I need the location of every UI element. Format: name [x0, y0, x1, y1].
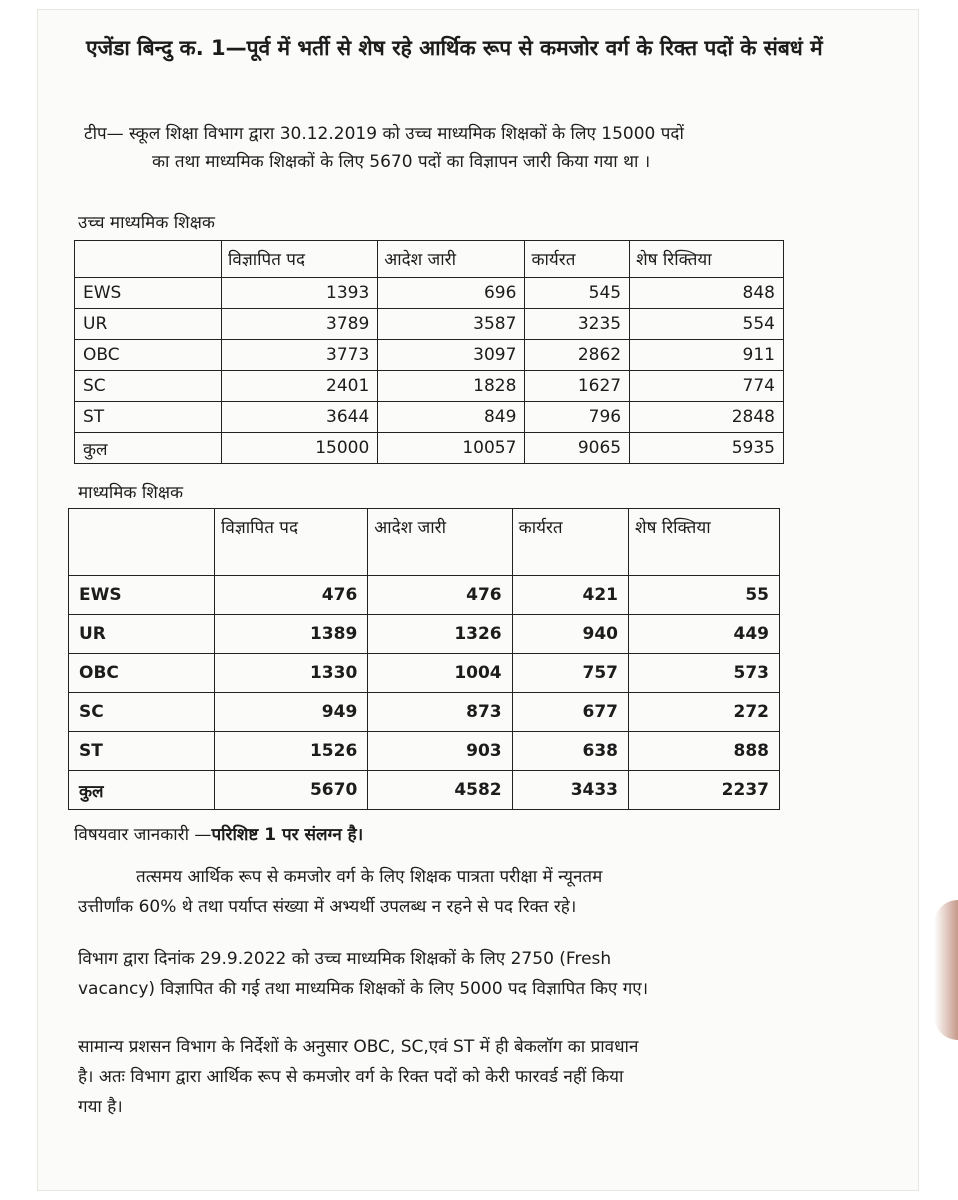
table-cell: 848: [630, 278, 784, 309]
category-cell: ST: [69, 732, 215, 771]
table-row: [75, 309, 784, 340]
table-cell: 949: [215, 693, 368, 732]
table-cell: 3433: [512, 771, 628, 810]
table-cell: 940: [512, 615, 628, 654]
paragraph-backlog: [78, 1032, 908, 1122]
table-row: [69, 693, 780, 732]
paragraph-fresh-vacancy: [78, 944, 908, 1004]
note-paragraph: [84, 120, 914, 176]
table-cell: 3789: [222, 309, 378, 340]
table-cell: 5935: [630, 433, 784, 464]
subject-info-prefix: विषयवार जानकारी —: [74, 825, 212, 845]
header-cell: कार्यरत: [512, 509, 628, 576]
paragraph-line: है। अतः विभाग द्वारा आर्थिक रूप से कमजोर वर्ग के रिक्त पदों को केरी फारवर्ड नहीं किया: [78, 1067, 624, 1087]
table-cell: 449: [629, 615, 780, 654]
finger-shadow: [934, 900, 958, 1040]
table-cell: 3773: [222, 340, 378, 371]
table-cell: 849: [378, 402, 525, 433]
table-cell: 545: [525, 278, 630, 309]
header-cell: [69, 509, 215, 576]
table-cell: 5670: [215, 771, 368, 810]
table-cell: 757: [512, 654, 628, 693]
table-cell: 1828: [378, 371, 525, 402]
table-cell: 15000: [222, 433, 378, 464]
header-cell: आदेश जारी: [378, 241, 525, 278]
category-cell: कुल: [69, 771, 215, 810]
table-total-row: [75, 433, 784, 464]
header-cell: विज्ञापित पद: [222, 241, 378, 278]
table-row: [69, 576, 780, 615]
table-row: [75, 278, 784, 309]
table-row: [75, 340, 784, 371]
table-cell: 873: [368, 693, 512, 732]
table-total-row: [69, 771, 780, 810]
category-cell: UR: [69, 615, 215, 654]
table-cell: 888: [629, 732, 780, 771]
subject-info-annex: परिशिष्ट 1 पर संलग्न है।: [211, 825, 364, 845]
table-row: [75, 371, 784, 402]
higher-secondary-table: [74, 240, 784, 464]
paragraph-line: तत्समय आर्थिक रूप से कमजोर वर्ग के लिए शिक्षक पात्रता परीक्षा में न्यूनतम: [136, 867, 603, 887]
table-cell: 3644: [222, 402, 378, 433]
header-cell: विज्ञापित पद: [215, 509, 368, 576]
table-cell: 796: [525, 402, 630, 433]
table-cell: 1389: [215, 615, 368, 654]
paragraph-line: उत्तीर्णांक 60% थे तथा पर्याप्त संख्या में अभ्यर्थी उपलब्ध न रहने से पद रिक्त रहे।: [78, 897, 577, 917]
category-cell: SC: [69, 693, 215, 732]
header-cell: शेष रिक्तिया: [629, 509, 780, 576]
paragraph-line: सामान्य प्रशसन विभाग के निर्देशों के अनुसार OBC, SC,एवं ST में ही बेकलॉग का प्रावधान: [78, 1037, 639, 1057]
note-line-1: टीप— स्कूल शिक्षा विभाग द्वारा 30.12.2019 को उच्च माध्यमिक शिक्षकों के लिए 15000 पदों: [84, 124, 684, 144]
table-row: [69, 615, 780, 654]
table-row: [75, 402, 784, 433]
category-cell: EWS: [69, 576, 215, 615]
table-cell: 903: [368, 732, 512, 771]
category-cell: UR: [75, 309, 222, 340]
table-cell: 3235: [525, 309, 630, 340]
table-header-row: [75, 241, 784, 278]
table-cell: 2401: [222, 371, 378, 402]
paragraph-line: गया है।: [78, 1097, 123, 1117]
table-cell: 476: [215, 576, 368, 615]
table-cell: 3587: [378, 309, 525, 340]
table-row: [69, 732, 780, 771]
table1-caption: उच्च माध्यमिक शिक्षक: [78, 213, 215, 233]
agenda-heading: एजेंडा बिन्दु क. 1—पूर्व में भर्ती से शेष रहे आर्थिक रूप से कमजोर वर्ग के रिक्त पदों के संबधं में: [86, 36, 823, 60]
note-line-2: का तथा माध्यमिक शिक्षकों के लिए 5670 पदों का विज्ञापन जारी किया गया था ।: [152, 152, 651, 172]
table-cell: 3097: [378, 340, 525, 371]
table-cell: 272: [629, 693, 780, 732]
table-cell: 1627: [525, 371, 630, 402]
header-cell: [75, 241, 222, 278]
table-cell: 55: [629, 576, 780, 615]
table-cell: 911: [630, 340, 784, 371]
table-cell: 421: [512, 576, 628, 615]
subject-info-line: [74, 822, 363, 845]
table-header-row: [69, 509, 780, 576]
table-cell: 1326: [368, 615, 512, 654]
category-cell: OBC: [75, 340, 222, 371]
table-cell: 554: [630, 309, 784, 340]
table-cell: 10057: [378, 433, 525, 464]
table-cell: 696: [378, 278, 525, 309]
table-cell: 2862: [525, 340, 630, 371]
table-cell: 476: [368, 576, 512, 615]
table2-caption: माध्यमिक शिक्षक: [78, 483, 184, 503]
category-cell: ST: [75, 402, 222, 433]
table-cell: 1330: [215, 654, 368, 693]
paragraph-line: vacancy) विज्ञापित की गई तथा माध्यमिक शिक्षकों के लिए 5000 पद विज्ञापित किए गए।: [78, 979, 649, 999]
table-cell: 4582: [368, 771, 512, 810]
header-cell: शेष रिक्तिया: [630, 241, 784, 278]
table-cell: 774: [630, 371, 784, 402]
table-cell: 2848: [630, 402, 784, 433]
category-cell: SC: [75, 371, 222, 402]
category-cell: कुल: [75, 433, 222, 464]
table-cell: 677: [512, 693, 628, 732]
document-page: [38, 10, 918, 1190]
paragraph-eligibility: [78, 862, 908, 922]
paragraph-line: विभाग द्वारा दिनांक 29.9.2022 को उच्च माध्यमिक शिक्षकों के लिए 2750 (Fresh: [78, 949, 612, 969]
table-cell: 1004: [368, 654, 512, 693]
table-cell: 2237: [629, 771, 780, 810]
table-cell: 638: [512, 732, 628, 771]
category-cell: OBC: [69, 654, 215, 693]
header-cell: कार्यरत: [525, 241, 630, 278]
table-cell: 9065: [525, 433, 630, 464]
secondary-table: [68, 508, 780, 810]
table-cell: 1526: [215, 732, 368, 771]
category-cell: EWS: [75, 278, 222, 309]
table-cell: 1393: [222, 278, 378, 309]
table-row: [69, 654, 780, 693]
header-cell: आदेश जारी: [368, 509, 512, 576]
table-cell: 573: [629, 654, 780, 693]
